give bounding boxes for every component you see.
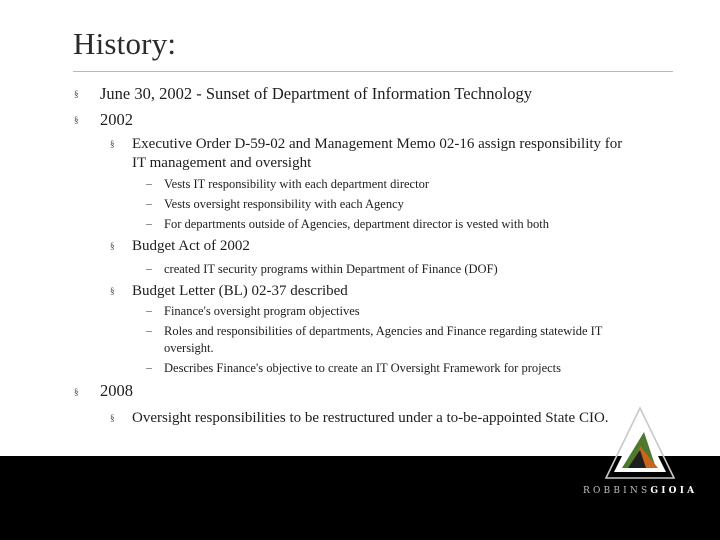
square-bullet-icon: § xyxy=(110,139,115,149)
bullet-executive-order-cont: IT management and oversight xyxy=(132,155,312,171)
bullet-budget-letter: Budget Letter (BL) 02-37 described xyxy=(132,283,348,299)
square-bullet-icon: § xyxy=(74,387,79,397)
bullet-2008: 2008 xyxy=(100,381,133,400)
logo-wordmark-part1: ROBBINS xyxy=(583,486,651,496)
logo-wordmark xyxy=(583,486,703,496)
bullet-roles-cont: oversight. xyxy=(164,341,214,355)
bullet-sunset: June 30, 2002 - Sunset of Department of Information Technology xyxy=(100,84,533,103)
bullet-executive-order: Executive Order D-59-02 and Management Memo 02-16 assign responsibility for xyxy=(132,136,623,152)
dash-bullet-icon: – xyxy=(146,261,152,275)
robbins-gioia-logo-icon xyxy=(604,406,676,486)
dash-bullet-icon: – xyxy=(146,360,152,374)
square-bullet-icon: § xyxy=(110,413,115,423)
dash-bullet-icon: – xyxy=(146,303,152,317)
square-bullet-icon: § xyxy=(74,115,79,125)
bullet-roles: Roles and responsibilities of departments, Agencies and Finance regarding statewide IT xyxy=(164,324,603,338)
bullet-state-cio: Oversight responsibilities to be restructured under a to-be-appointed State CIO. xyxy=(132,410,609,426)
dash-bullet-icon: – xyxy=(146,216,152,230)
slide-title: History: xyxy=(73,26,177,61)
bullet-security-programs: created IT security programs within Department of Finance (DOF) xyxy=(164,262,498,276)
bullet-finance-objectives: Finance's oversight program objectives xyxy=(164,304,360,318)
square-bullet-icon: § xyxy=(110,241,115,251)
square-bullet-icon: § xyxy=(110,286,115,296)
dash-bullet-icon: – xyxy=(146,196,152,210)
dash-bullet-icon: – xyxy=(146,323,152,337)
bullet-vests-it: Vests IT responsibility with each department director xyxy=(164,177,429,191)
bullet-2002: 2002 xyxy=(100,110,133,129)
title-divider xyxy=(73,71,673,72)
bullet-vests-oversight: Vests oversight responsibility with each Agency xyxy=(164,197,404,211)
bullet-departments-outside: For departments outside of Agencies, department director is vested with both xyxy=(164,217,549,231)
square-bullet-icon: § xyxy=(74,89,79,99)
dash-bullet-icon: – xyxy=(146,176,152,190)
bullet-framework: Describes Finance's objective to create an IT Oversight Framework for projects xyxy=(164,361,562,375)
logo-wordmark-part2: GIOIA xyxy=(650,486,698,496)
bullet-budget-act: Budget Act of 2002 xyxy=(132,238,250,254)
